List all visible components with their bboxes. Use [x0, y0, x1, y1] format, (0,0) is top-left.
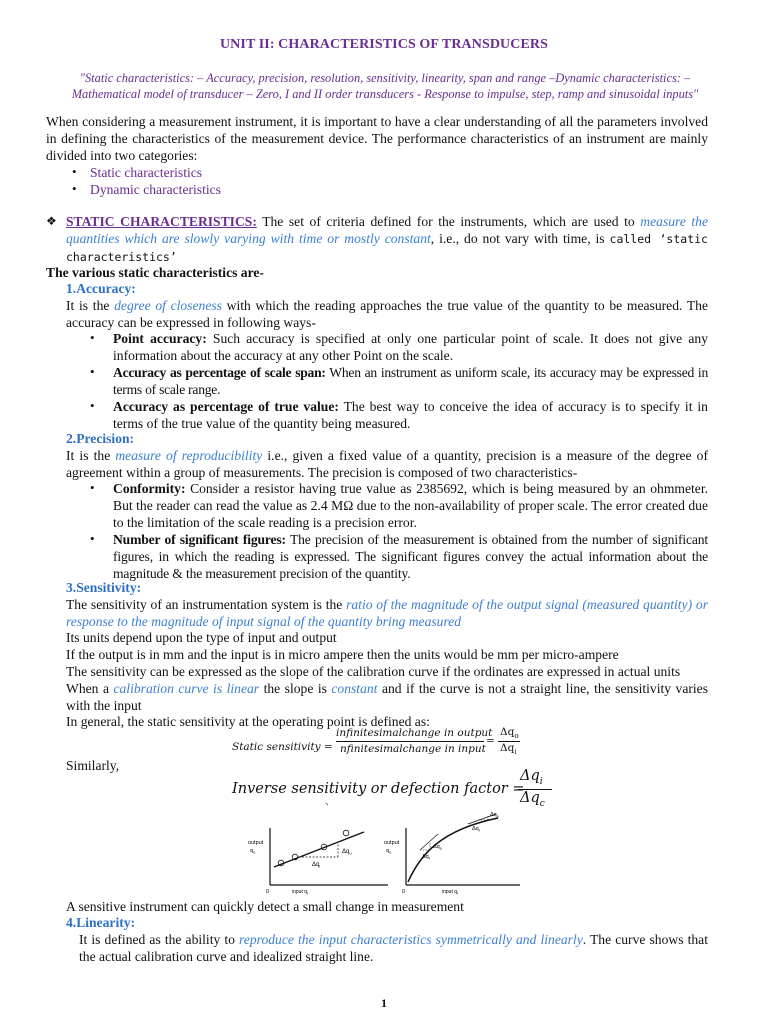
sensitivity-slope-line: The sensitivity can be expressed as the slope of the calibration curve if the ordinates are expressed in actual units — [66, 664, 681, 679]
conformity-item: Conformity: Consider a resistor having true value as 2385692, which is being measured by an ohmmeter. But the reader can read the value as 2.4 MΩ due to the non-availability of proper scale. The error created due to the limitation of the scale reading is a precision error. — [113, 481, 708, 530]
data-point — [343, 830, 349, 836]
significant-figures-item: Number of significant figures: The precision of the measurement is obtained from the number of significant figures, in which the reading is expressed. The significant figures convey the actual information about the magnitude & the measurement precision of the quantity. — [113, 532, 708, 581]
category-static: Static characteristics — [90, 165, 203, 180]
linearity-paragraph: It is defined as the ability to reproduce the input characteristics symmetrically and linearly. The curve shows that the actual calibration curve and idealized straight line. — [79, 932, 708, 964]
static-characteristics-heading: STATIC CHARACTERISTICS: — [66, 214, 257, 229]
svg-text:output: output — [384, 840, 400, 846]
svg-text:input qi: input $q_i$ — [442, 889, 458, 896]
various-static-heading: The various static characteristics are- — [46, 265, 264, 280]
scale-span-accuracy-item: Accuracy as percentage of scale span: When an instrument as uniform scale, its accuracy may be expressed in terms of scale range. — [113, 365, 708, 397]
svg-text:0: 0 — [266, 889, 270, 895]
static-characteristics-paragraph: STATIC CHARACTERISTICS: The set of criteria defined for the instruments, which are used to measure the quantities which are slowly varying with time or mostly constant, i.e., do not vary with time, is called ‘static characteristics’ — [66, 214, 709, 264]
page-title: UNIT II: CHARACTERISTICS OF TRANSDUCERS — [219, 37, 549, 52]
accuracy-paragraph: It is the degree of closeness with which the reading approaches the true value of the quantity to be measured. The accuracy can be expressed in following ways- — [66, 298, 708, 330]
svg-text:Δqi: $\Delta q_i$ — [422, 854, 430, 861]
svg-text:Δqo: $\Delta q_o$ — [490, 812, 499, 819]
sensitivity-units-line: Its units depend upon the type of input and output — [66, 630, 337, 645]
sensitivity-example-line: If the output is in mm and the input is in micro ampere then the units would be mm per micro-ampere — [66, 647, 619, 662]
bullet-icon: • — [90, 480, 95, 495]
category-dynamic: Dynamic characteristics — [90, 182, 221, 197]
sensitivity-paragraph: The sensitivity of an instrumentation system is the ratio of the magnitude of the output signal (measured quantity) or response to the magnitude of input signal of the quantity bring measured — [66, 597, 708, 629]
linear-calibration-graph — [248, 828, 388, 896]
svg-text:Δqo: $\Delta q_o$ — [342, 849, 352, 856]
static-characteristics-quote: called ‘static characteristics’ — [66, 232, 708, 264]
svg-text:qo: $q_o$ — [386, 848, 392, 855]
syllabus-subtitle — [40, 70, 730, 102]
precision-heading: 2.Precision: — [66, 431, 135, 446]
document-page: UNIT II: CHARACTERISTICS OF TRANSDUCERS "Static characteristics: – Accuracy, precision, resolution, sensitivity, linearity, span and range –Dynamic characteristics: – Mathematical model of transducer – Zero, I and II order transducers - Response to impulse, step, ramp and sinusoidal inputs" When considering a measurement instrument, it is important to have a clear understanding of all the parameters involved in defining the characteristics of the measurement device. The performance characteristics of an instrument are mainly divided into two categories: • Static characteristics • Dynamic characteristics ❖ STATIC CHARACTERISTICS: The set of criteria defined for the instruments, which are used to measure the quantities which are slowly varying with time or mostly constant, i.e., do not vary with time, is called ‘static characteristics’ The various static characteristics are- 1.Accuracy: It is the degree of closeness with which the reading approaches the true value of the quantity to be measured. The accuracy can be expressed in following ways- • Point accuracy: Such accuracy is specified at only one particular point of scale. It does not give any information about the accuracy at any other Point on the scale. • Accuracy as percentage of scale span: When an instrument as uniform scale, its accuracy may be expressed in terms of scale range. • Accuracy as percentage of true value: The best way to conceive the idea of accuracy is to specify it in terms of the true value of the quantity being measured. 2.Precision: It is the measure of reproducibility i.e., given a fixed value of a quantity, precision is a measure of the degree of agreement within a group of measurements. The precision is composed of two characteristics- • Conformity: Consider a resistor having true value as 2385692, which is being measured by an ohmmeter. But the reader can read the value as 2.4 MΩ due to the non-availability of proper scale. The error created due to the limitation of the scale reading is a precision error. • Number of significant figures: The precision of the measurement is obtained from the number of significant figures, in which the reading is expressed. The significant figures convey the actual information about the magnitude & the measurement precision of the quantity. 3.Sensitivity: The sensitivity of an instrumentation system is the ratio of the magnitude of the output signal (measured quantity) or response to the magnitude of input signal of the quantity bring measured Its units depend upon the type of input and output If the output is in mm and the input is in micro ampere then the units would be mm per micro-ampere The sensitivity can be expressed as the slope of the calibration curve if the ordinates are expressed in actual units When a calibration curve is linear the slope is constant and if the curve is not a straight line, the sensitivity varies with the input In general, the static sensitivity at the operating point is defined as: Static sensitivity = infinitesimalchange in output nfinitesimalchange in input = $\Delta q_o$ $\Delta q_i$ Similarly, Inverse sensitivity or defection factor = $\Delta q_i$ $\Delta q_c$ output $q_o$ 0 input $q_i$ $\Delta q_o$ $\Delta q_i$ output $q_o$ 0 input $q_i$ $\Delta q_o$ $\Delta q_i$ $\Delta q_o$ $\Delta q_i$ A sensitive instrument can quickly detect a small change in measurement 4.Linearity: It is defined as the ability to reproduce the input characteristics symmetrically and linearly. The curve shows that the actual calibration curve and idealized straight line. 1 — [0, 0, 768, 1024]
sensitivity-heading: 3.Sensitivity: — [66, 580, 142, 595]
bullet-icon: • — [72, 164, 77, 179]
bullet-icon: • — [90, 398, 95, 413]
calibration-curve-diagrams — [240, 800, 520, 900]
svg-text:qo: $q_o$ — [250, 848, 256, 855]
true-value-accuracy-item: Accuracy as percentage of true value: The best way to conceive the idea of accuracy is to specify it in terms of the true value of the quantity being measured. — [113, 399, 708, 431]
page-number: 1 — [381, 996, 387, 1010]
point-accuracy-item: Point accuracy: Such accuracy is specified at only one particular point of scale. It does not give any information about the accuracy at any other Point on the scale. — [113, 331, 708, 363]
svg-text:Δqi: $\Delta q_i$ — [472, 826, 480, 833]
svg-text:0: 0 — [402, 889, 406, 895]
calibration-curve-paragraph: When a calibration curve is linear the slope is constant and if the curve is not a straight line, the sensitivity varies with the input — [66, 681, 708, 713]
similarly-text: Similarly, — [66, 758, 120, 773]
svg-text:Δqo: $\Delta q_o$ — [433, 844, 442, 851]
linearity-heading: 4.Linearity: — [66, 915, 136, 930]
svg-text:input qi: input $q_i$ — [292, 889, 308, 896]
bullet-icon: • — [90, 330, 95, 345]
nonlinear-calibration-graph — [384, 812, 520, 896]
svg-text:output: output — [248, 840, 264, 846]
svg-text:Δqi: $\Delta q_i$ — [312, 862, 321, 869]
bullet-icon: • — [90, 531, 95, 546]
accuracy-heading: 1.Accuracy: — [66, 281, 136, 296]
subtitle-line-2: Mathematical model of transducer – Zero, I and II order transducers - Response to impulse, step, ramp and sinusoidal inputs" — [71, 87, 699, 101]
intro-paragraph: When considering a measurement instrument, it is important to have a clear understanding of all the parameters involved in defining the characteristics of the measurement device. The performance characteristics of an instrument are mainly divided into two categories: — [46, 114, 708, 163]
bullet-icon: • — [72, 181, 77, 196]
diamond-bullet-icon: ❖ — [46, 214, 57, 228]
subtitle-line-1: "Static characteristics: – Accuracy, precision, resolution, sensitivity, linearity, span and range –Dynamic characteristics: – — [79, 71, 691, 85]
precision-paragraph: It is the measure of reproducibility i.e., given a fixed value of a quantity, precision is a measure of the degree of agreement within a group of measurements. The precision is composed of two characteristics- — [66, 448, 708, 480]
static-sensitivity-intro: In general, the static sensitivity at the operating point is defined as: — [66, 714, 430, 729]
sensitive-instrument-line: A sensitive instrument can quickly detect a small change in measurement — [66, 899, 464, 914]
bullet-icon: • — [90, 364, 95, 379]
